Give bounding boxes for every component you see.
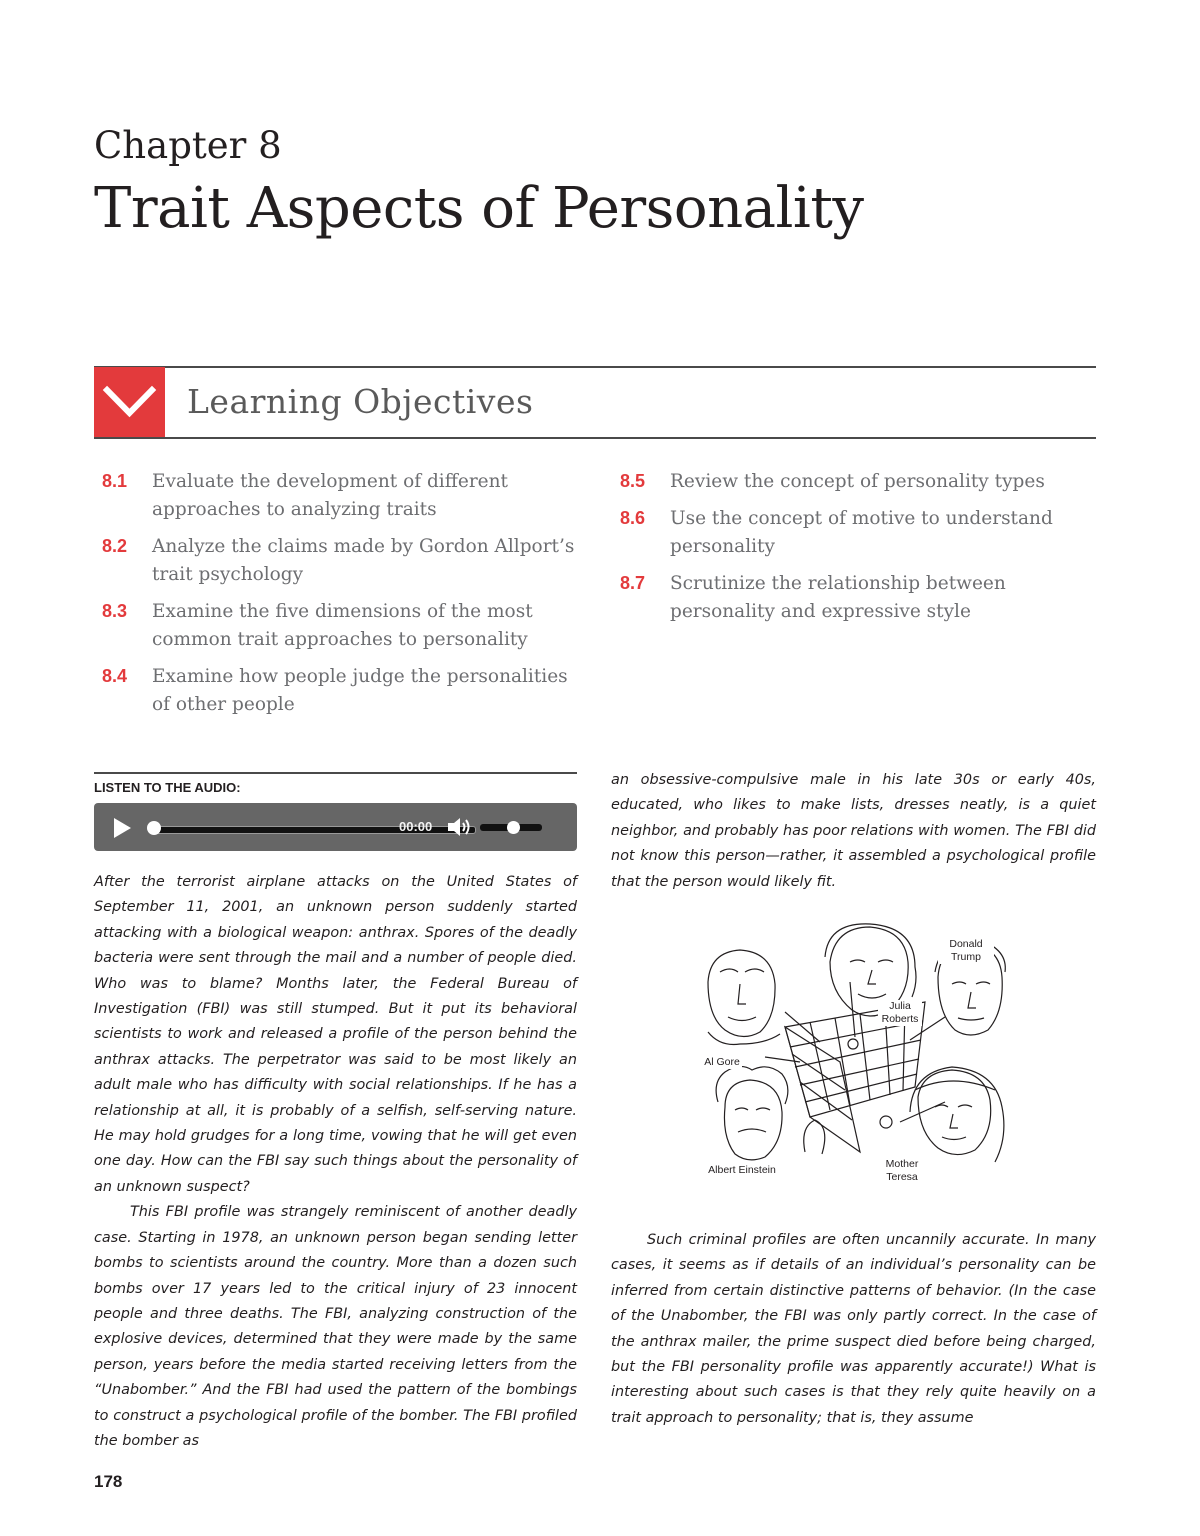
figure-label-roberts: Julia Roberts xyxy=(878,1000,922,1026)
objective-number: 8.3 xyxy=(102,601,128,621)
figure-label-teresa: Mother Teresa xyxy=(878,1158,926,1184)
objective-item xyxy=(620,570,1090,626)
body-paragraph: This FBI profile was strangely reminiscent of another deadly case. Starting in 1978, an unknown person began sending letter bombs to scientists around the country. More than a dozen such bombs over 17 years led to the critical injury of 23 innocent people and three deaths. The FBI, analyzing construction of the explosive devices, determined that they were made by the same person, years before the media started receiving letters from the “Unabomber.” And the FBI had used the pattern of the bombings to construct a psychological profile of the bomber. The FBI profiled the bomber as xyxy=(94,1204,577,1449)
objectives-top-rule xyxy=(94,366,1096,368)
body-column-right-bottom xyxy=(611,1228,1096,1431)
audio-player xyxy=(94,803,577,851)
figure-label-trump: Donald Trump xyxy=(938,938,994,964)
audio-time: 00:00 xyxy=(399,819,433,834)
objectives-list-right xyxy=(620,468,1090,635)
body-paragraph: After the terrorist airplane attacks on the United States of September 11, 2001, an unknown person suddenly started attacking with a biological weapon: anthrax. Spores of the deadly bacteria were sent through the mail and a number of people died. Who was to blame? Months later, the Federal Bureau of Investigation (FBI) was still stumped. But it put its behavioral scientists to work and released a profile of the person behind the anthrax attacks. The perpetrator was said to be most likely an adult male who has difficulty with social relationships. If he has a relationship at all, it is probably of a selfish, self-serving nature. He may hold grudges for a long time, vowing that he will get even one day. How can the FBI say such things about the personality of an unknown suspect? xyxy=(94,874,577,1195)
objective-text: Evaluate the development of different approaches to analyzing traits xyxy=(152,471,508,520)
objective-text: Use the concept of motive to understand personality xyxy=(670,508,1053,557)
chapter-title: Trait Aspects of Personality xyxy=(94,176,864,241)
objective-text: Examine how people judge the personalities of other people xyxy=(152,666,568,715)
objective-item xyxy=(102,468,582,524)
chevron-down-icon xyxy=(94,367,165,438)
objective-item xyxy=(620,468,1090,496)
objective-number: 8.2 xyxy=(102,536,128,556)
objective-number: 8.5 xyxy=(620,471,646,491)
faces-grid-illustration xyxy=(690,922,1050,1192)
objective-number: 8.4 xyxy=(102,666,128,686)
objectives-heading: Learning Objectives xyxy=(187,382,534,421)
objective-item xyxy=(102,663,582,719)
objective-item xyxy=(102,533,582,589)
body-column-right-top xyxy=(611,768,1096,895)
objective-number: 8.1 xyxy=(102,471,128,491)
audio-label: LISTEN TO THE AUDIO: xyxy=(94,780,241,795)
objective-text: Examine the five dimensions of the most common trait approaches to personality xyxy=(152,601,533,650)
figure-label-gore: Al Gore xyxy=(702,1056,742,1069)
objective-number: 8.6 xyxy=(620,508,646,528)
objective-text: Scrutinize the relationship between personality and expressive style xyxy=(670,573,1006,622)
objective-number: 8.7 xyxy=(620,573,646,593)
body-paragraph: Such criminal profiles are often uncannily accurate. In many cases, it seems as if details of an individual’s personality can be inferred from certain distinctive patterns of behavior. (In the case of the Unabomber, the FBI was only partly correct. In the case of the anthrax mailer, the prime suspect died before being charged, but the FBI personality profile was apparently accurate!) What is interesting about such cases is that they rely quite heavily on a trait approach to personality; that is, they assume xyxy=(611,1232,1096,1426)
volume-handle[interactable] xyxy=(507,821,520,834)
objectives-bottom-rule xyxy=(94,437,1096,439)
play-icon[interactable] xyxy=(112,817,132,839)
page-number: 178 xyxy=(94,1472,123,1491)
objectives-list-left xyxy=(102,468,582,728)
objective-item xyxy=(620,505,1090,561)
personality-figure xyxy=(690,922,1050,1192)
audio-rule xyxy=(94,772,577,774)
objective-text: Review the concept of personality types xyxy=(670,471,1045,492)
body-column-left xyxy=(94,870,577,1454)
objective-text: Analyze the claims made by Gordon Allport’s trait psychology xyxy=(152,536,575,585)
figure-label-einstein: Albert Einstein xyxy=(700,1164,784,1177)
body-paragraph: an obsessive-compulsive male in his late 30s or early 40s, educated, who likes to make lists, dresses neatly, is a quiet neighbor, and probably has poor relations with women. The FBI did not know this person—rather, it assembled a psychological profile that the person would likely fit. xyxy=(611,772,1096,890)
objective-item xyxy=(102,598,582,654)
audio-progress-handle[interactable] xyxy=(147,821,161,835)
objectives-badge xyxy=(94,367,165,438)
chapter-label: Chapter 8 xyxy=(94,124,282,167)
volume-icon[interactable] xyxy=(446,815,474,839)
